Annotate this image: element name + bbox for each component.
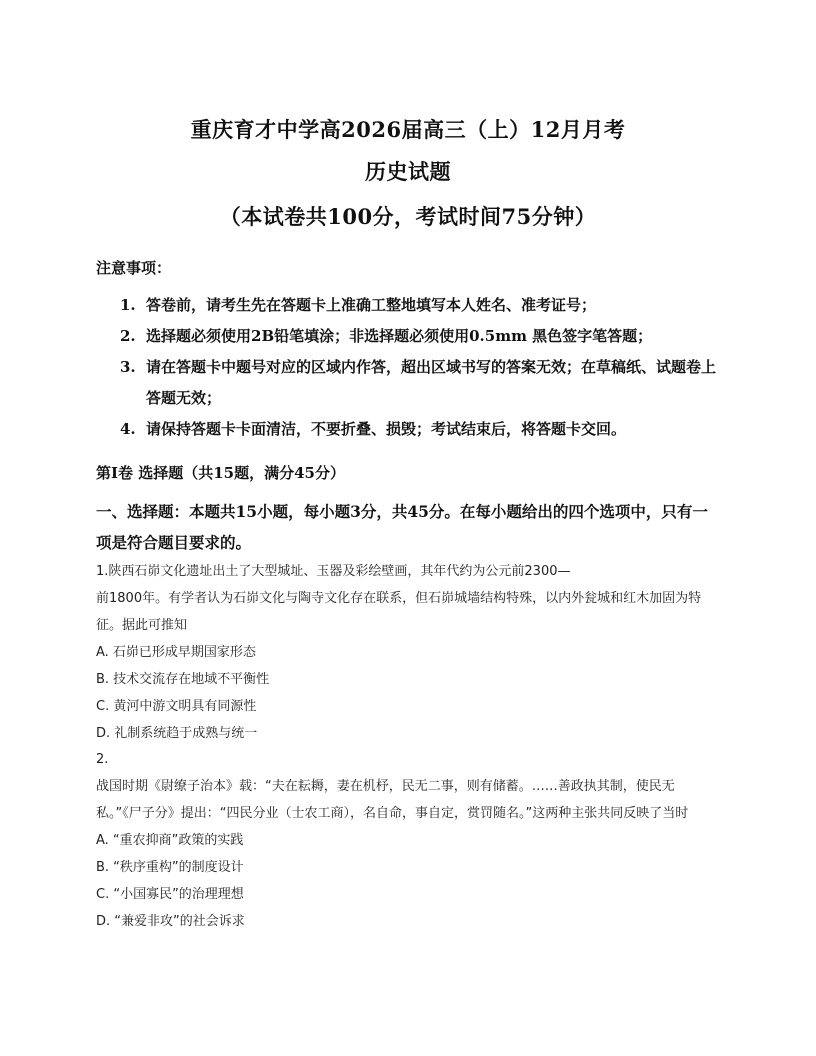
notice-item-text: 选择题必须使用2B铅笔填涂；非选择题必须使用0.5mm 黑色签字笔答题； [146,327,653,345]
notice-item-text: 请在答题卡中题号对应的区域内作答，超出区域书写的答案无效；在草稿纸、试题卷上答题无效； [146,358,717,407]
option-a: A. “重农抑商”政策的实践 [96,833,244,848]
exam-info: （本试卷共100分，考试时间75分钟） [219,204,597,229]
option-d: D. “兼爱非攻”的社会诉求 [96,914,245,929]
option-c: C. 黄河中游文明具有同源性 [96,699,257,714]
notice-list [120,290,720,445]
option-b: B. 技术交流存在地域不平衡性 [96,672,270,687]
notice-item [120,290,720,321]
section-heading: 第Ⅰ卷 选择题（共15题，满分45分） [96,464,345,482]
question-1 [96,558,716,747]
notice-heading: 注意事项： [96,259,172,277]
notice-item-number: 2. [120,327,136,345]
question-2 [96,746,716,935]
part-heading: 一、选择题：本题共15小题，每小题3分，共45分。在每小题给出的四个选项中，只有一项是符合题目要求的。 [96,502,708,552]
notice-item-number: 4. [120,420,136,438]
notice-item [120,414,720,445]
option-c: C. “小国寡民”的治理理想 [96,887,244,902]
question-stem-line: 1.陕西石峁文化遗址出土了大型城址、玉器及彩绘壁画，其年代约为公元前2300— [96,564,571,579]
notice-item-number: 1. [120,296,136,314]
question-number: 2. [96,752,109,767]
option-b: B. “秩序重构”的制度设计 [96,860,244,875]
exam-title: 重庆育才中学高2026届高三（上）12月月考 [190,117,626,142]
subject-title: 历史试题 [365,159,451,184]
notice-item [120,352,720,414]
question-stem: 战国时期《尉缭子治本》载：“夫在耘耨，妻在机杼，民无二事，则有储蓄。……善政执其制，使民无私。”《尸子分》提出：“四民分业（士农工商），名自命，事自定，赏罚随名。”这两种主张共同反映了当时 [96,779,689,821]
question-stem: 前1800年。有学者认为石峁文化与陶寺文化存在联系，但石峁城墙结构特殊，以内外瓮城和红木加固为特征。据此可推知 [96,591,702,633]
notice-item-number: 3. [120,358,136,376]
option-a: A. 石峁已形成早期国家形态 [96,645,256,660]
notice-item-text: 答卷前，请考生先在答题卡上准确工整地填写本人姓名、准考证号； [146,296,597,314]
notice-item-text: 请保持答题卡卡面清洁，不要折叠、损毁；考试结束后，将答题卡交回。 [146,420,627,438]
option-d: D. 礼制系统趋于成熟与统一 [96,726,258,741]
notice-item [120,321,720,352]
